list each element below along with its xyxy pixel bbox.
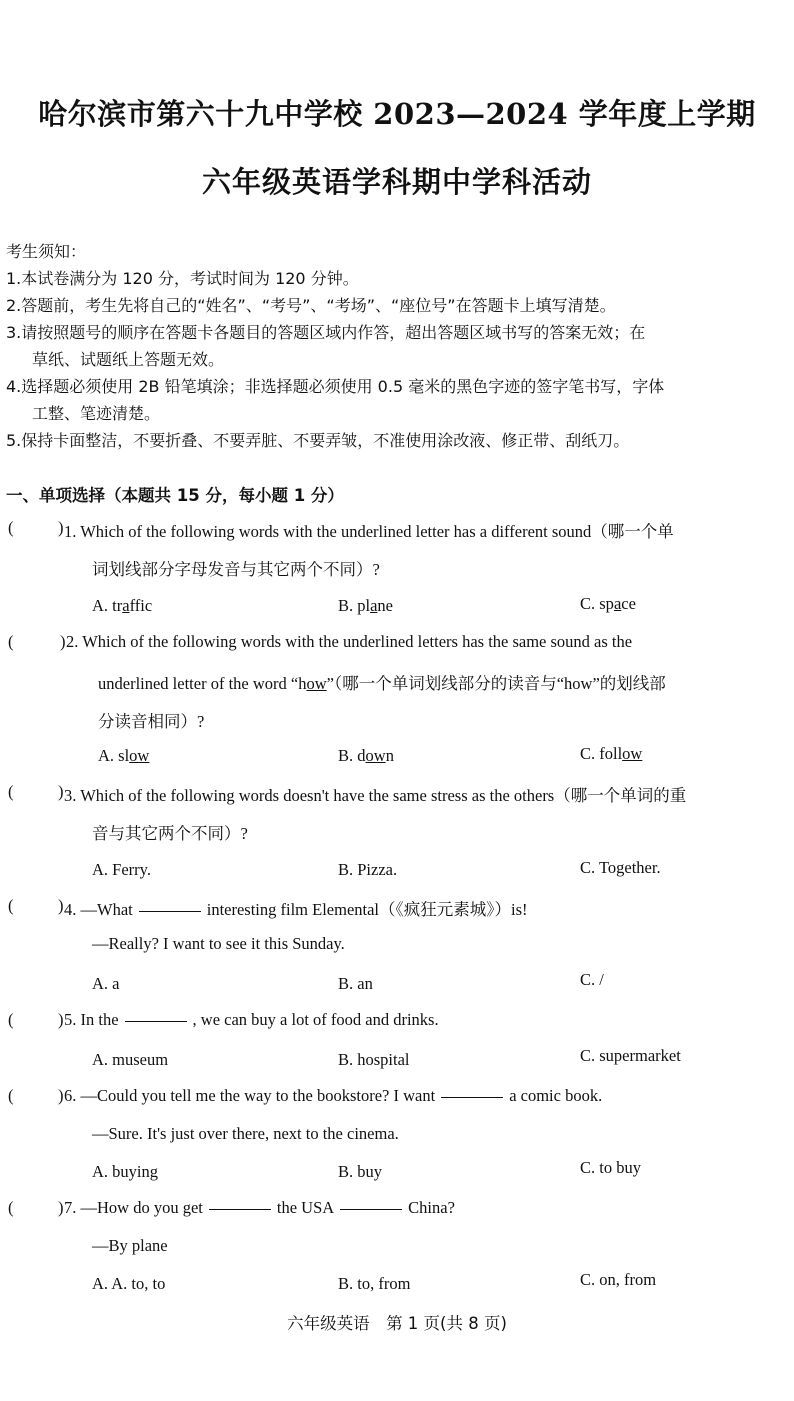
option-b: B. plane xyxy=(338,596,393,615)
question-text: 1. Which of the following words with the underlined letter has a different sound（哪一个单 xyxy=(64,522,674,541)
option-a: A. Ferry. xyxy=(92,860,151,879)
question-text: 词划线部分字母发音与其它两个不同）? xyxy=(92,560,380,579)
option-b: B. down xyxy=(338,746,394,765)
option-b: B. an xyxy=(338,974,373,993)
option-c: C. follow xyxy=(580,744,643,763)
option-b: B. buy xyxy=(338,1162,383,1181)
answer-paren-open: ( xyxy=(8,1198,14,1217)
answer-paren-close: ) xyxy=(58,1010,64,1029)
instruction-item: 3.请按照题号的顺序在答题卡各题目的答题区域内作答，超出答题区域书写的答案无效；在 xyxy=(6,323,646,342)
instruction-item: 2.答题前，考生先将自己的“姓名”、“考号”、“考场”、“座位号”在答题卡上填写清楚。 xyxy=(6,296,616,315)
answer-paren-open: ( xyxy=(8,782,14,801)
option-b: B. hospital xyxy=(338,1050,410,1069)
option-c: C. Together. xyxy=(580,858,661,877)
option-a: A. traffic xyxy=(92,596,153,615)
answer-blank xyxy=(209,1208,271,1210)
question-text: 分读音相同）? xyxy=(98,712,205,731)
answer-paren-close: ) xyxy=(58,1086,64,1105)
question-text: 7. —How do you get the USA China? xyxy=(64,1198,455,1217)
question-text: underlined letter of the word “how”（哪一个单词划线部分的读音与“how”的划线部 xyxy=(98,674,666,693)
answer-blank xyxy=(340,1208,402,1210)
answer-paren-open: ( xyxy=(8,518,14,537)
question-text: 3. Which of the following words doesn't have the same stress as the others（哪一个单词的重 xyxy=(64,786,687,805)
option-a: A. museum xyxy=(92,1050,169,1069)
option-a: A. buying xyxy=(92,1162,158,1181)
option-a: A. slow xyxy=(98,746,150,765)
option-a: A. A. to, to xyxy=(92,1274,166,1293)
exam-title-line1: 哈尔滨市第六十九中学校 2023—2024 学年度上学期 xyxy=(38,97,756,131)
section-title: 一、单项选择（本题共 15 分，每小题 1 分） xyxy=(6,486,344,505)
question-text: 5. In the , we can buy a lot of food and drinks. xyxy=(64,1010,439,1029)
question-text: 音与其它两个不同）? xyxy=(92,824,248,843)
answer-blank xyxy=(139,910,201,912)
option-a: A. a xyxy=(92,974,120,993)
answer-blank xyxy=(441,1096,503,1098)
answer-blank xyxy=(125,1020,187,1022)
option-b: B. Pizza. xyxy=(338,860,398,879)
instruction-item: 1.本试卷满分为 120 分，考试时间为 120 分钟。 xyxy=(6,269,359,288)
answer-paren-close: ) xyxy=(58,896,64,915)
answer-paren-close: ) xyxy=(58,518,64,537)
answer-paren-open: ( xyxy=(8,632,14,651)
page-footer: 六年级英语 第 1 页(共 8 页) xyxy=(287,1314,507,1333)
instruction-item: 草纸、试题纸上答题无效。 xyxy=(32,350,225,369)
dialogue-line: —By plane xyxy=(92,1236,168,1255)
instruction-item: 4.选择题必须使用 2B 铅笔填涂；非选择题必须使用 0.5 毫米的黑色字迹的签字笔书写，字体 xyxy=(6,377,665,396)
answer-paren-open: ( xyxy=(8,1086,14,1105)
answer-paren-open: ( xyxy=(8,896,14,915)
question-text: 2. Which of the following words with the underlined letters has the same sound as the xyxy=(66,632,633,651)
exam-title-line2: 六年级英语学科期中学科活动 xyxy=(201,165,592,199)
dialogue-line: —Sure. It's just over there, next to the cinema. xyxy=(92,1124,399,1143)
answer-paren-close: ) xyxy=(58,1198,64,1217)
instruction-item: 工整、笔迹清楚。 xyxy=(32,404,161,423)
exam-instructions xyxy=(6,238,788,454)
answer-paren-open: ( xyxy=(8,1010,14,1029)
option-c: C. space xyxy=(580,594,636,613)
question-text: 6. —Could you tell me the way to the bookstore? I want a comic book. xyxy=(64,1086,603,1105)
option-c: C. on, from xyxy=(580,1270,657,1289)
option-c: C. to buy xyxy=(580,1158,641,1177)
instruction-item: 5.保持卡面整洁，不要折叠、不要弄脏、不要弄皱，不准使用涂改液、修正带、刮纸刀。 xyxy=(6,431,630,450)
option-c: C. supermarket xyxy=(580,1046,681,1065)
question-text: 4. —What interesting film Elemental（《疯狂元素城》）is! xyxy=(64,900,528,919)
option-c: C. / xyxy=(580,970,604,989)
option-b: B. to, from xyxy=(338,1274,411,1293)
dialogue-line: —Really? I want to see it this Sunday. xyxy=(92,934,345,953)
answer-paren-close: ) xyxy=(58,782,64,801)
answer-paren-close: ) xyxy=(60,632,66,651)
instructions-heading: 考生须知： xyxy=(6,242,87,261)
